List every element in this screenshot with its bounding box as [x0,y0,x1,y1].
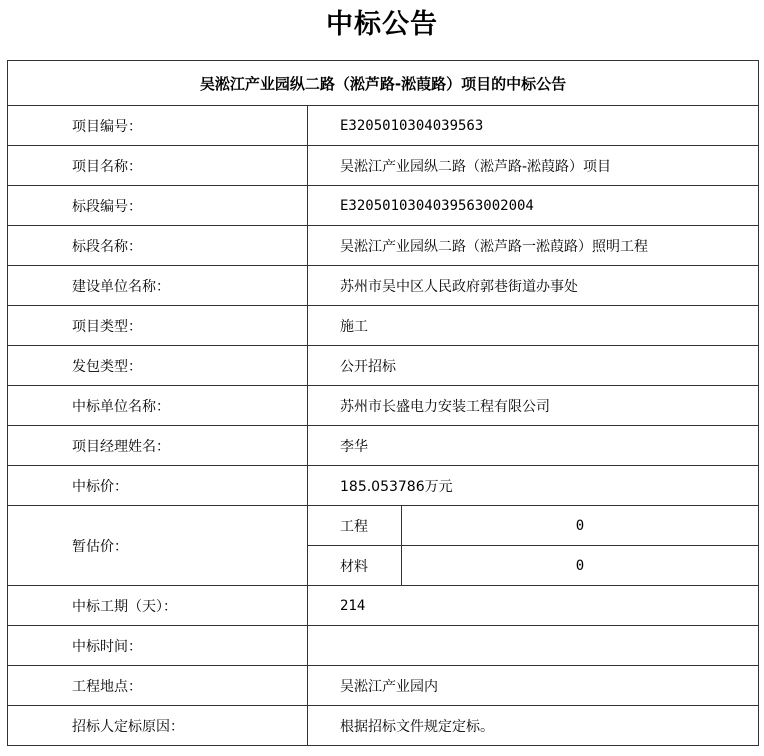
table-row [8,506,759,546]
table-header: 吴淞江产业园纵二路（淞芦路-淞葭路）项目的中标公告 [8,61,759,106]
award-time-label: 中标时间： [8,626,308,666]
winning-price-value: 185.053786万元 [308,466,759,506]
award-reason-value: 根据招标文件规定定标。 [308,706,759,746]
location-value: 吴淞江产业园内 [308,666,759,706]
table-row [8,626,759,666]
winning-company-label: 中标单位名称： [8,386,308,426]
project-number-label: 项目编号： [8,106,308,146]
project-type-value: 施工 [308,306,759,346]
table-row [8,386,759,426]
table-row [8,266,759,306]
section-name-label: 标段名称： [8,226,308,266]
table-header-row [8,61,759,106]
project-type-label: 项目类型： [8,306,308,346]
estimate-item-value: 0 [402,506,759,546]
contract-type-value: 公开招标 [308,346,759,386]
section-number-value: E3205010304039563002004 [308,186,759,226]
project-number-value: E3205010304039563 [308,106,759,146]
builder-name-value: 苏州市吴中区人民政府郭巷街道办事处 [308,266,759,306]
winning-price-label: 中标价： [8,466,308,506]
location-label: 工程地点： [8,666,308,706]
table-row [8,226,759,266]
project-manager-value: 李华 [308,426,759,466]
table-row [8,586,759,626]
award-reason-label: 招标人定标原因： [8,706,308,746]
project-name-value: 吴淞江产业园纵二路（淞芦路-淞葭路）项目 [308,146,759,186]
section-number-label: 标段编号： [8,186,308,226]
table-row [8,346,759,386]
table-row [8,706,759,746]
builder-name-label: 建设单位名称： [8,266,308,306]
section-name-value: 吴淞江产业园纵二路（淞芦路一淞葭路）照明工程 [308,226,759,266]
table-row [8,186,759,226]
table-row [8,306,759,346]
project-manager-label: 项目经理姓名： [8,426,308,466]
award-notice-table [7,60,759,746]
table-row [8,106,759,146]
award-time-value [308,626,759,666]
duration-value: 214 [308,586,759,626]
page-title: 中标公告 [326,9,438,40]
contract-type-label: 发包类型： [8,346,308,386]
estimate-item-name: 工程 [308,506,402,546]
table-row [8,426,759,466]
project-name-label: 项目名称： [8,146,308,186]
table-row [8,466,759,506]
estimate-item-value: 0 [402,546,759,586]
estimate-item-name: 材料 [308,546,402,586]
duration-label: 中标工期（天）： [8,586,308,626]
winning-company-value: 苏州市长盛电力安装工程有限公司 [308,386,759,426]
table-row [8,146,759,186]
estimate-label: 暂估价： [8,506,308,586]
table-row [8,666,759,706]
